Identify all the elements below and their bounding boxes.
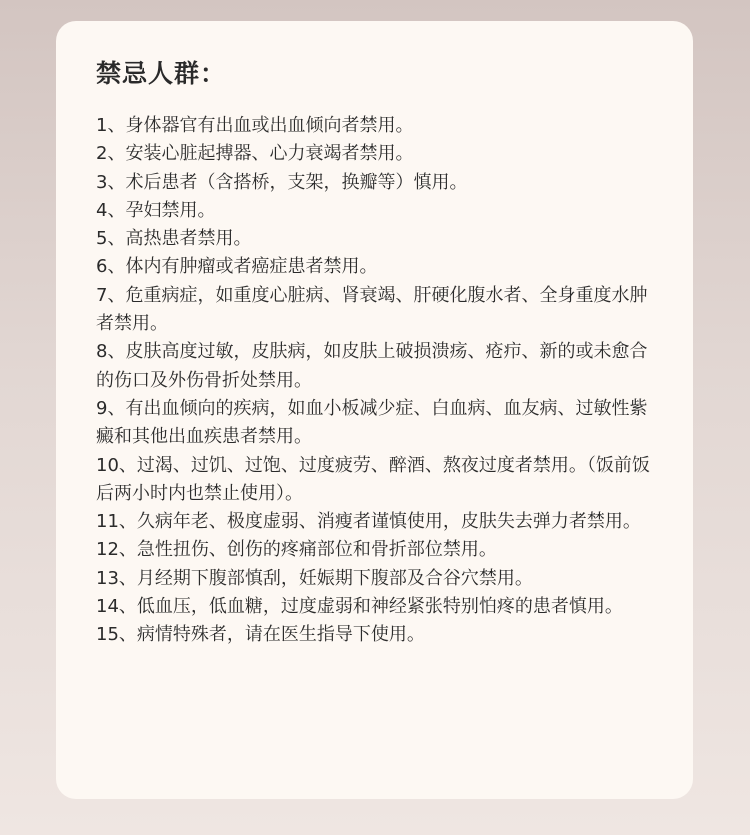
contraindication-item-5: 5、高热患者禁用。 (96, 228, 252, 250)
contraindication-item-3: 3、术后患者（含搭桥，支架，换瓣等）慎用。 (96, 171, 468, 193)
contraindication-item-15: 15、病情特殊者，请在医生指导下使用。 (96, 624, 425, 646)
contraindication-item-6: 6、体内有肿瘤或者癌症患者禁用。 (96, 256, 378, 278)
contraindication-item-14: 14、低血压，低血糖，过度虚弱和神经紧张特别怕疼的患者慎用。 (96, 596, 623, 618)
contraindication-item-9: 9、有出血倾向的疾病，如血小板减少症、白血病、血友病、过敏性紫癜和其他出血疾患者禁用。 (96, 397, 648, 448)
contraindication-item-4: 4、孕妇禁用。 (96, 199, 216, 221)
contraindication-item-12: 12、急性扭伤、创伤的疼痛部位和骨折部位禁用。 (96, 539, 497, 561)
section-title: 禁忌人群： (96, 59, 227, 88)
contraindication-item-8: 8、皮肤高度过敏，皮肤病，如皮肤上破损溃疡、疮疖、新的或未愈合的伤口及外伤骨折处禁用。 (96, 341, 648, 391)
contraindication-item-2: 2、安装心脏起搏器、心力衰竭者禁用。 (96, 143, 414, 165)
contraindication-item-13: 13、月经期下腹部慎刮，妊娠期下腹部及合谷穴禁用。 (96, 567, 533, 589)
contraindication-item-10: 10、过渴、过饥、过饱、过度疲劳、醉酒、熬夜过度者禁用。（饭前饭后两小时内也禁止使用）。 (96, 454, 650, 504)
contraindication-item-11: 11、久病年老、极度虚弱、消瘦者谨慎使用，皮肤失去弹力者禁用。 (96, 511, 641, 533)
contraindications-card (56, 21, 693, 799)
contraindication-item-7: 7、危重病症，如重度心脏病、肾衰竭、肝硬化腹水者、全身重度水肿者禁用。 (96, 284, 648, 335)
contraindication-item-1: 1、身体器官有出血或出血倾向者禁用。 (96, 115, 414, 136)
contraindication-list (96, 112, 663, 650)
